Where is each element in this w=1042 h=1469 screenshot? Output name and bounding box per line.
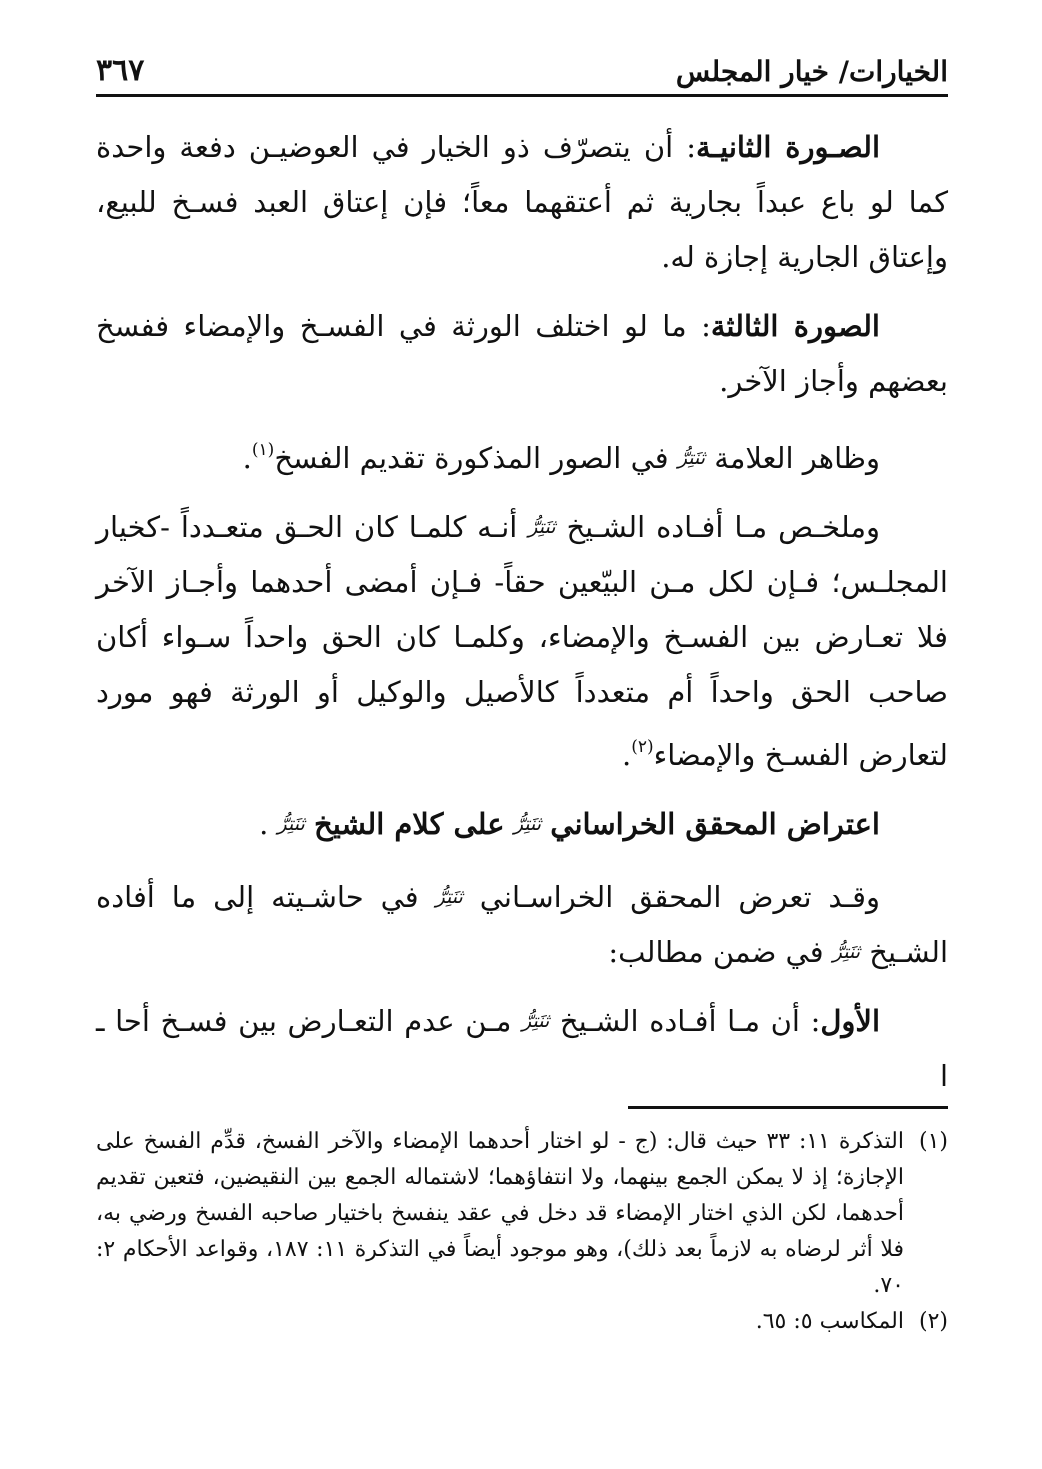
footnote-item: [96, 1304, 948, 1340]
heading-text: اعتراض المحقق الخراساني: [550, 807, 880, 841]
running-header: [96, 38, 948, 97]
sentence-end: .: [622, 738, 632, 772]
paragraph-second-form: [96, 120, 948, 285]
paragraph-khurasani: [96, 870, 948, 980]
honorific-symbol: ثنَتِرُّ: [528, 516, 556, 538]
paragraph-text: : أن مـا أفـاده الشـيخ: [559, 1004, 821, 1038]
paragraph-text: وملخـص مـا أفـاده الشـيخ: [566, 510, 881, 544]
footnote-number: (١): [918, 1129, 948, 1154]
paragraph-text: في ضمن مطالب:: [608, 935, 824, 969]
paragraph-allama-view: [96, 423, 948, 486]
footnotes: [96, 1124, 948, 1340]
footnote-reference[interactable]: (١): [251, 440, 275, 460]
page-number: ٣٦٧: [96, 53, 145, 88]
footnote-item: [96, 1124, 948, 1304]
section-heading: [96, 797, 948, 852]
paragraph-sheikh-summary: [96, 500, 948, 783]
paragraph-text: وقـد تعرض المحقق الخراسـاني: [479, 880, 881, 914]
footnote-text: التذكرة ١١: ٣٣ حيث قال: (ج - لو اختار أحدهما الإمضاء والآخر الفسخ، قدِّم الفسخ على الإجازة؛ إذ لا يمكن الجمع بينهما، ولا انتفاؤهما؛ لاشتماله الجمع بين النقيضين، فتعين تقديم أحدهما، لكن الذي اختار الإمضاء قد دخل في عقد ينفسخ باختيار صاحبه الفسخ ورضي به، فلا أثر لرضاه به لازماً بعد ذلك)، وهو موجود أيضاً في التذكرة ١١: ١٨٧، وقواعد الأحكام ٢: ٧٠.: [96, 1129, 904, 1298]
paragraph-text: وظاهر العلامة: [714, 441, 880, 475]
honorific-symbol: ثنَتِرُّ: [522, 1010, 550, 1032]
running-title: الخيارات/ خيار المجلس: [675, 55, 948, 88]
main-text: [96, 120, 948, 1118]
footnote-number: (٢): [918, 1309, 948, 1334]
paragraph-text: أنـه كلمـا كان الحـق متعـدداً -كخيار المجلـس؛ فـإن لكل مـن البيّعين حقاً- فـإن أمضى أحدهما وأجـاز الآخر فلا تعـارض بين الفسـخ والإمضاء، وكلمـا كان الحق واحداً سـواء أكان صاحب الحق واحداً أم متعدداً كالأصيل والوكيل أو الورثة فهو مورد لتعارض الفسـخ والإمضاء: [96, 510, 948, 772]
honorific-symbol: ثنَتِرُّ: [277, 813, 305, 835]
footnote-divider: [628, 1106, 948, 1109]
paragraph-lead: الأول: [820, 1004, 881, 1038]
paragraph-first-point: [96, 994, 948, 1104]
sentence-end: .: [259, 807, 269, 841]
honorific-symbol: ثنَتِرُّ: [677, 447, 706, 469]
paragraph-text: مـن عدم التعـارض بين فسـخ أحا ـ ا: [96, 1004, 948, 1093]
paragraph-text: : أن يتصرّف ذو الخيار في العوضيـن دفعة واحدة كما لو باع عبداً بجارية ثم أعتقهما معاً؛ فإن إعتاق العبد فسـخ للبيع، وإعتاق الجارية إجازة له.: [96, 130, 948, 274]
honorific-symbol: ثنَتِرُّ: [435, 886, 463, 908]
paragraph-lead: الصورة الثالثة: [710, 309, 880, 343]
honorific-symbol: ثنَتِرُّ: [513, 813, 542, 835]
paragraph-text: في الصور المذكورة تقديم الفسخ: [274, 441, 669, 475]
footnote-reference[interactable]: (٢): [631, 737, 654, 757]
paragraph-text: في حاشـيته إلى ما أفاده الشـيخ: [96, 880, 948, 969]
book-page: [96, 0, 948, 1469]
paragraph-third-form: [96, 299, 948, 409]
paragraph-text: : ما لو اختلف الورثة في الفسـخ والإمضاء ففسخ بعضهم وأجاز الآخر.: [96, 309, 948, 398]
heading-text: على كلام الشيخ: [314, 807, 505, 841]
honorific-symbol: ثنَتِرُّ: [832, 941, 861, 963]
footnote-text: المكاسب ٥: ٦٥.: [755, 1309, 904, 1334]
sentence-end: .: [242, 441, 252, 475]
paragraph-lead: الصـورة الثانيـة: [696, 130, 880, 164]
